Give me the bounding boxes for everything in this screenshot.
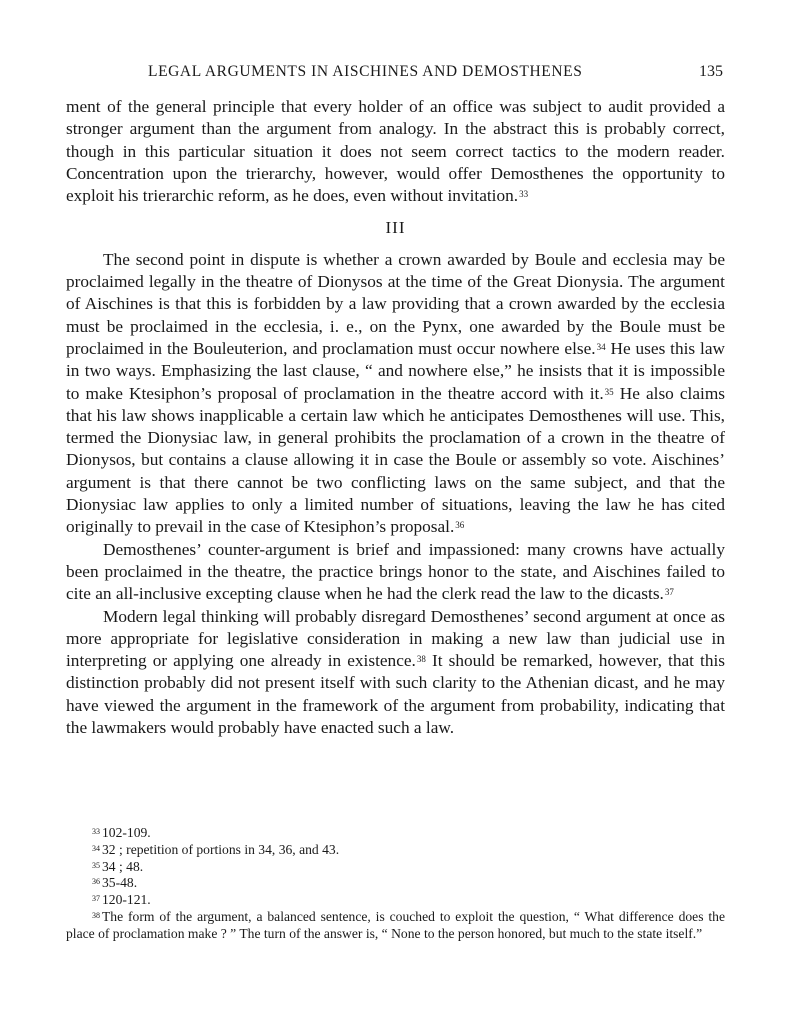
running-title: LEGAL ARGUMENTS IN AISCHINES AND DEMOSTHENES [148, 63, 583, 80]
paragraph-text: ment of the general principle that every holder of an office was subject to audit provided a stronger argument than the argument from analogy. In the abstract this is probably correct, though in this particular situation it does not seem correct tactics to the modern reader. Concentration upon the trierarchy, however, would offer Demosthenes the opportunity to exploit his trierarchic reform, as he does, even without invitation. [66, 97, 725, 206]
footnote-text: The form of the argument, a balanced sentence, is couched to exploit the question, “ What difference does the place of proclamation make ? ” The turn of the answer is, “ None to the person honored, but much to the state itself.” [66, 908, 725, 941]
paragraph-continued [66, 96, 725, 207]
footnote-ref: 33 [519, 189, 529, 200]
footnote-mark: 37 [92, 894, 100, 904]
paragraph-text: Modern legal thinking will probably disregard Demosthenes’ second argument at once as more appropriate for legislative consideration in making a new law than judicial use in interpreting or applying one already in existence. [66, 606, 725, 671]
footnote-mark: 38 [92, 910, 100, 920]
page-number: 135 [699, 63, 723, 80]
footnote-ref: 38 [416, 654, 426, 665]
footnote-mark: 36 [92, 877, 100, 887]
section-heading: III [385, 218, 406, 238]
paragraph [66, 539, 725, 606]
paragraph [66, 606, 725, 740]
footnote [66, 859, 725, 876]
running-header [66, 63, 723, 85]
paragraph-text: It should be remarked, however, that this distinction probably did not present itself with such clarity to the Athenian dicast, and he may have viewed the argument in the framework of the argument from probability, indicating that the lawmakers would probably have enacted such a law. [66, 651, 725, 738]
paragraph-text: He also claims that his law shows inapplicable a certain law which he anticipates Demosthenes will use. This, termed the Dionysiac law, in general prohibits the proclamation of a crown in the theatre of Dionysos, but contains a clause allowing it in case the Boule or assembly so vote. Aischines’ argument is that there cannot be two conflicting laws on the same subject, and that the Dionysiac law applies to only a limited number of situations, leaving the law he has cited originally to prevail in the case of Ktesiphon’s proposal. [66, 383, 725, 537]
footnote-mark: 33 [92, 827, 100, 836]
paragraph-text: The second point in dispute is whether a crown awarded by Boule and ecclesia may be proclaimed legally in the theatre of Dionysos at the time of the Great Dionysia. The argument of Aischines is that this is forbidden by a law providing that a crown awarded by the ecclesia must be proclaimed in the ecclesia, i. e., on the Pynx, one awarded by the Boule must be proclaimed in the Bouleuterion, and proclamation must occur nowhere else. [66, 249, 725, 358]
footnote-text: 120-121. [102, 892, 151, 908]
paragraph-text: He uses this law in two ways. Emphasizing the last clause, “ and nowhere else,” he insists that it is impossible to make Ktesiphon’s proposal of proclamation in the theatre accord with it. [66, 338, 725, 403]
footnote [66, 892, 725, 909]
footnote-text: 34 ; 48. [102, 858, 144, 874]
paragraph-text: Demosthenes’ counter-argument is brief and impassioned: many crowns have actually been proclaimed in the theatre, the practice brings honor to the state, and Aischines failed to cite an all-inclusive excepting clause when he had the clerk read the law to the dicasts. [66, 539, 725, 604]
footnote [66, 875, 725, 892]
footnote-ref: 36 [455, 520, 465, 531]
footnote [66, 825, 725, 842]
paragraph [66, 249, 725, 539]
footnote-mark: 35 [92, 860, 100, 870]
footnote [66, 842, 725, 859]
main-text [66, 96, 725, 739]
footnote-text: 102-109. [102, 825, 151, 840]
footnote-ref: 37 [664, 587, 674, 598]
footnotes [66, 825, 725, 943]
footnote [66, 909, 725, 943]
footnote-text: 35-48. [102, 875, 138, 891]
footnote-mark: 34 [92, 843, 100, 853]
footnote-ref: 35 [604, 386, 614, 397]
footnote-ref: 34 [596, 341, 606, 352]
footnote-text: 32 ; repetition of portions in 34, 36, and 43. [102, 841, 340, 857]
